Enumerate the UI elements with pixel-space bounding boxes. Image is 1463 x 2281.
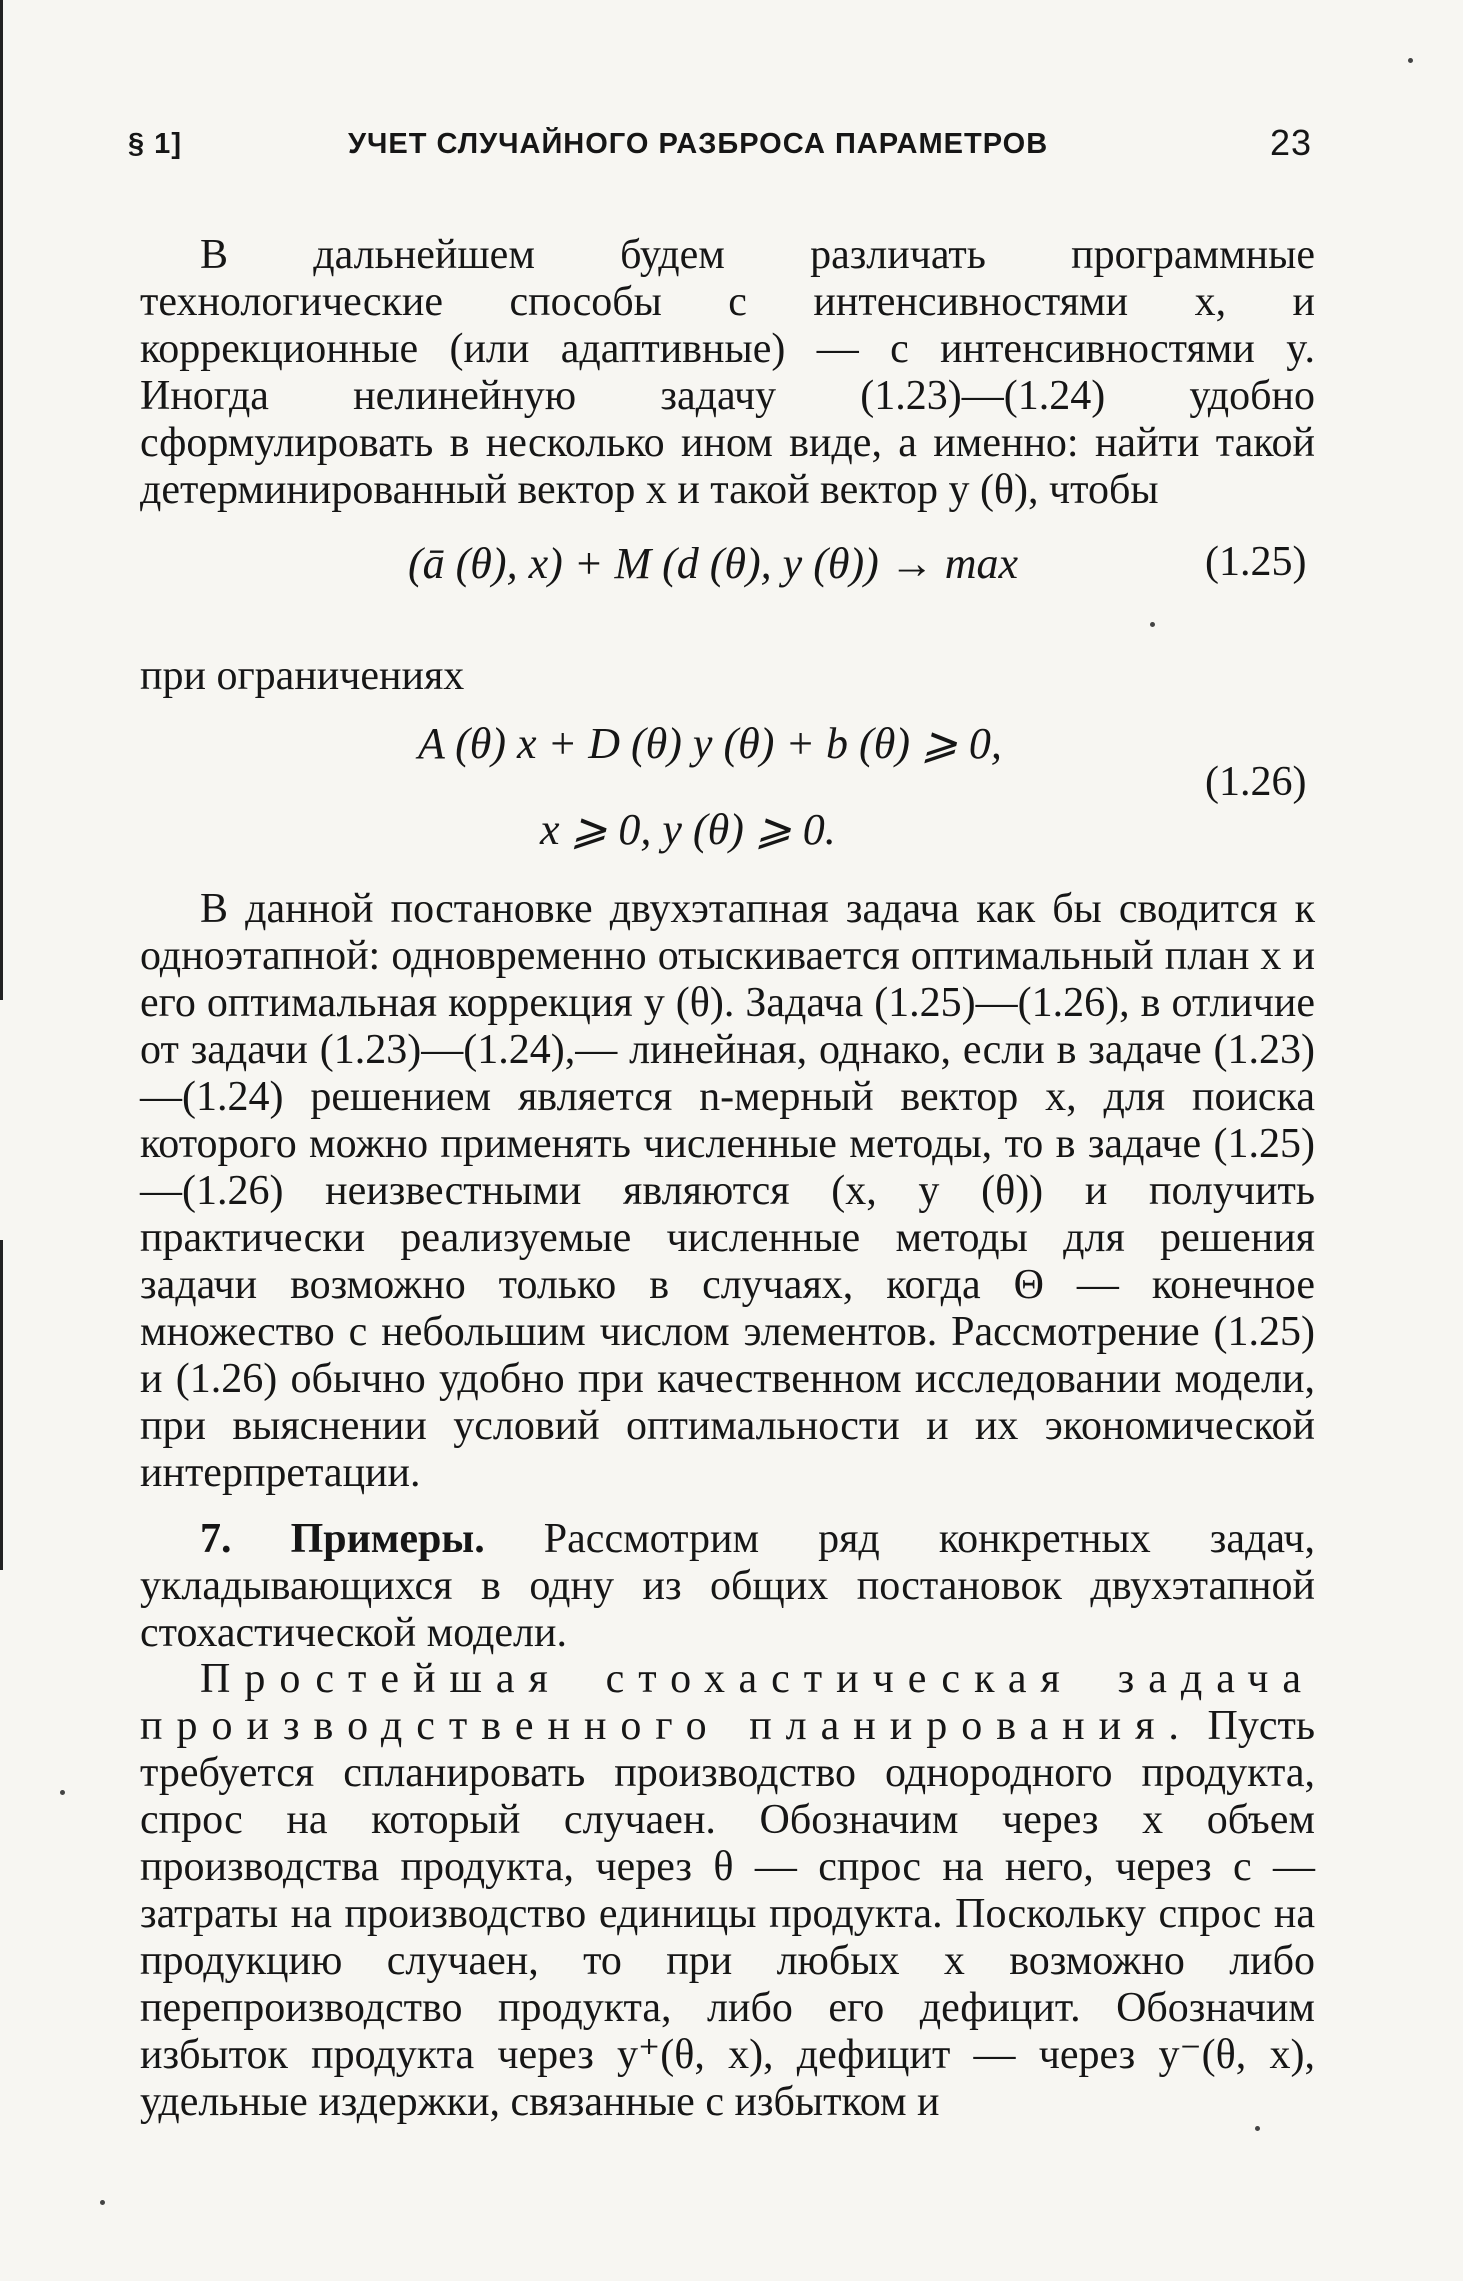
scan-speck — [1255, 2126, 1260, 2131]
paragraph-1: В дальнейшем будем различать программные технологические способы с интенсивностями x, и коррекционные (или адаптивные) — с интенсивностями y. Иногда нелинейную задачу (1.23)—(1.24) удобно сформулировать в несколько ином виде, а именно: найти такой детерминированный вектор x и такой вектор y (θ), чтобы — [140, 232, 1315, 513]
paragraph-3-text: Рассмотрим ряд конкретных задач, укладывающихся в одну из общих постановок двухэтапной стохастической модели. — [140, 1516, 1315, 1656]
paragraph-2: В данной постановке двухэтапная задача как бы сводится к одноэтапной: одновременно отыскивается оптимальный план x и его оптимальная коррекция y (θ). Задача (1.25)—(1.26), в отличие от задачи (1.23)—(1.24),— линейная, однако, если в задаче (1.23)—(1.24) решением является n-мерный вектор x, для поиска которого можно применять численные методы, то в задаче (1.25)—(1.26) неизвестными являются (x, y (θ)) и получить практически реализуемые численные методы для решения задачи возможно только в случаях, когда Θ — конечное множество с небольшим числом элементов. Рассмотрение (1.25) и (1.26) обычно удобно при качественном исследовании модели, при выяснении условий оптимальности и их экономической интерпретации. — [140, 886, 1315, 1496]
scan-speck — [60, 1790, 65, 1795]
scan-speck — [1150, 622, 1155, 627]
running-header — [128, 122, 1312, 168]
examples-heading: 7. Примеры. — [200, 1516, 485, 1562]
equation-1-25: (ā (θ), x) + M (d (θ), y (θ)) → max — [408, 539, 1019, 588]
running-title: УЧЕТ СЛУЧАЙНОГО РАЗБРОСА ПАРАМЕТРОВ — [348, 128, 1049, 160]
scan-speck — [100, 2200, 105, 2205]
section-marker: § 1] — [128, 128, 182, 160]
scan-edge-line — [0, 0, 3, 1000]
equation-1-26-line-1: A (θ) x + D (θ) y (θ) + b (θ) ⩾ 0, — [418, 719, 1002, 768]
equation-1-25-number: (1.25) — [1205, 539, 1307, 585]
constraints-label: при ограничениях — [140, 653, 465, 699]
paragraph-4 — [140, 1656, 1315, 2126]
page-number: 23 — [1269, 122, 1312, 163]
scan-edge-line — [0, 1240, 3, 1570]
paragraph-4-text: Пусть требуется спланировать производство однородного продукта, спрос на который случаен. Обозначим через x объем производства продукта, через θ — спрос на него, через c — затраты на производство единицы продукта. Поскольку спрос на продукцию случаен, то при любых x возможно либо перепроизводство продукта, либо его дефицит. Обозначим избыток продукта через y⁺(θ, x), дефицит — через y⁻(θ, x), удельные издержки, связанные с избытком и — [140, 1703, 1315, 2125]
equation-1-26-number: (1.26) — [1205, 759, 1307, 805]
spaced-heading: Простейшая стохастическая задача производственного планирования. — [140, 1656, 1315, 1749]
scan-speck — [1408, 58, 1413, 63]
paragraph-3 — [140, 1516, 1315, 1657]
equation-1-26-line-2: x ⩾ 0, y (θ) ⩾ 0. — [540, 805, 836, 854]
